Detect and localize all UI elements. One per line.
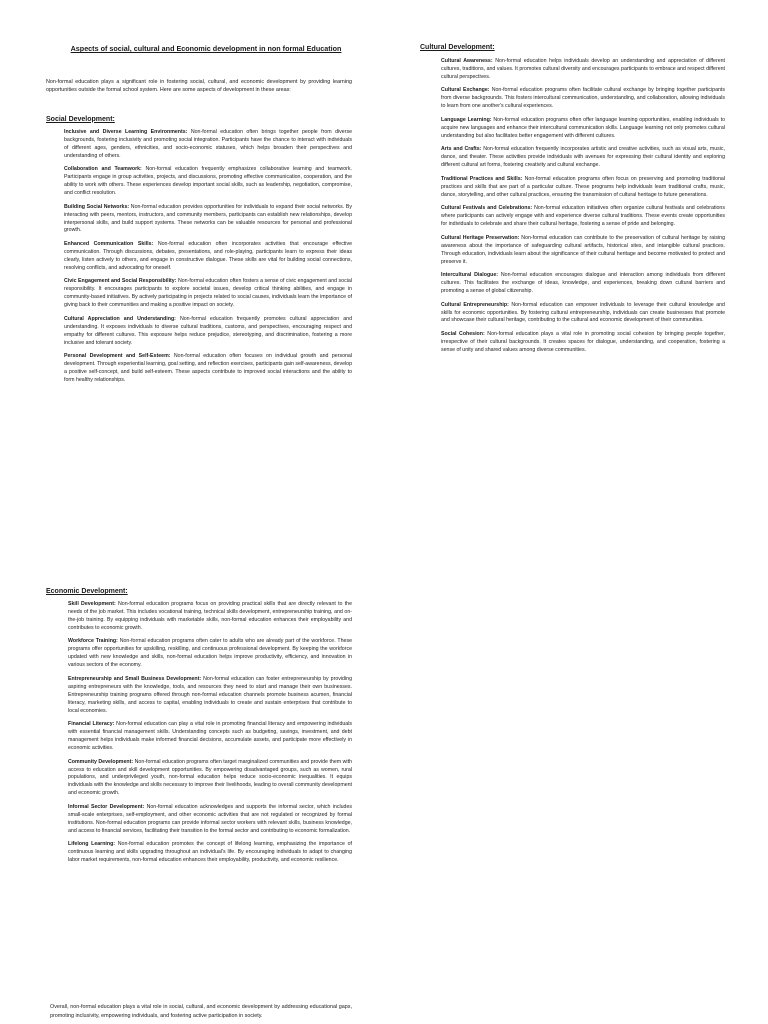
left-column <box>46 44 352 391</box>
economic-development-item-term: Entrepreneurship and Small Business Development: <box>68 675 202 682</box>
cultural-development-item-term: Cultural Exchange: <box>441 87 490 94</box>
social-development-item-text: Non-formal education often brings together people from diverse backgrounds, fostering inclusivity and promoting social integration. Participants have the chance to interact with individuals of different ages, genders, ethnicities, and socio-economic statuses, which helps broaden their perspectives and understanding of others. <box>64 128 352 159</box>
cultural-development-item-term: Traditional Practices and Skills: <box>441 175 523 182</box>
social-development-item <box>64 204 352 236</box>
cultural-development-item <box>441 146 725 170</box>
cultural-development-item-text: Non-formal education helps individuals develop an understanding and appreciation of different cultures, traditions, and values. It promotes cultural diversity and encourages participants to embrace and respect different cultural perspectives. <box>441 58 725 80</box>
economic-development-item-term: Workforce Training: <box>68 638 118 645</box>
economic-development-item-text: Non-formal education programs focus on providing practical skills that are directly relevant to the needs of the job market. This includes vocational training, technical skills development, entrepreneurship training, and on-the-job training. By equipping individuals with marketable skills, non-formal education enhances their employability and contributes to economic growth. <box>68 601 352 631</box>
cultural-development-item-term: Cultural Awareness: <box>441 58 493 64</box>
cultural-development-item-text: Non-formal education can empower individuals to leverage their cultural knowledge and skills for economic opportunities. By fostering cultural entrepreneurship, individuals can create businesses that promote and showcase their cultural heritage, contributing to the cultural and economic development of their communities. <box>441 301 725 324</box>
economic-section <box>46 588 352 871</box>
social-development-item-term: Building Social Networks: <box>64 203 130 210</box>
social-development-item <box>64 166 352 198</box>
cultural-development-item-text: Non-formal education can contribute to the preservation of cultural heritage by raising awareness about the importance of safeguarding cultural artifacts, historical sites, and intangible cultural practices. Through education, individuals learn about the significance of their cultural heritage and become motivated to protect and preserve it. <box>441 234 725 265</box>
economic-development-item <box>68 759 352 799</box>
economic-development-item-text: Non-formal education acknowledges and supports the informal sector, which includes small-scale enterprises, self-employment, and other economic activities that are not regulated or recognized by formal institutions. Non-formal education programs can provide informal sector workers with relevant skills, business knowledge, and access to financial services, facilitating their transition to the formal sector and contributing to economic formalization. <box>68 803 352 834</box>
social-development-item-term: Civic Engagement and Social Responsibility: <box>64 278 177 285</box>
cultural-development-item-text: Non-formal education programs often focus on preserving and promoting traditional practices and skills that are part of a particular culture. These programs help individuals learn traditional crafts, music, dance, storytelling, and other cultural practices, ensuring the transmission of cultural heritage to future generations. <box>441 175 725 198</box>
social-development-list <box>64 129 352 385</box>
social-development-item-term: Inclusive and Diverse Learning Environments: <box>64 128 188 135</box>
cultural-development-item-text: Non-formal education programs often facilitate cultural exchange by bringing together participants from diverse backgrounds. This fosters intercultural communication, understanding, and collaboration, allowing individuals to learn from one another's cultural experiences. <box>441 87 725 110</box>
economic-development-item-text: Non-formal education can play a vital role in promoting financial literacy and empowering individuals with essential financial management skills. Understanding concepts such as budgeting, savings, investment, and debt management helps individuals make informed financial decisions, accumulate assets, and participate more effectively in economic activities. <box>68 721 353 752</box>
economic-development-item-text: Non-formal education programs often target marginalized communities and provide them with access to education and skill development opportunities. By empowering disadvantaged groups, such as women, rural populations, and underprivileged youth, non-formal education helps reduce socio-economic inequalities. It equips individuals with the knowledge and skills necessary to improve their livelihoods, leading to overall community development and economic growth. <box>68 758 352 797</box>
social-development-heading: Social Development: <box>46 115 115 123</box>
cultural-development-item-term: Cultural Festivals and Celebrations: <box>441 205 533 212</box>
cultural-development-list <box>441 58 725 355</box>
economic-development-item-term: Informal Sector Development: <box>68 803 145 810</box>
economic-development-item-term: Community Development: <box>68 758 134 765</box>
cultural-development-item-text: Non-formal education encourages dialogue and interaction among individuals from different cultures. This facilitates the exchange of ideas, knowledge, and experiences, breaking down cultural barriers and promoting a sense of global citizenship. <box>441 272 726 295</box>
cultural-development-item <box>441 235 725 267</box>
cultural-development-item <box>441 117 725 141</box>
economic-development-heading: Economic Development: <box>46 588 128 595</box>
social-development-item <box>64 353 352 385</box>
social-development-item-term: Enhanced Communication Skills: <box>64 241 154 248</box>
social-development-item-term: Personal Development and Self-Esteem: <box>64 353 171 360</box>
economic-development-item <box>68 841 352 865</box>
economic-development-item <box>68 638 352 670</box>
right-column <box>420 44 725 360</box>
closing-paragraph: Overall, non-formal education plays a vital role in social, cultural, and economic development by addressing educational gaps, promoting inclusivity, empowering individuals, and fostering active participation in society. <box>50 1004 352 1019</box>
economic-development-item-text: Non-formal education promotes the concept of lifelong learning, emphasizing the importance of continuous learning and skills upgrading throughout an individual's life. By encouraging individuals to adapt to changing labor market requirements, non-formal education enhances their employability, productivity, and economic resilience. <box>68 841 352 864</box>
cultural-development-heading: Cultural Development: <box>420 44 495 51</box>
document-title: Aspects of social, cultural and Economic development in non formal Education <box>70 44 342 53</box>
social-development-item <box>64 316 352 348</box>
cultural-development-item-term: Intercultural Dialogue: <box>441 272 499 279</box>
economic-development-item-text: Non-formal education can foster entrepreneurship by providing aspiring entrepreneurs with the knowledge, tools, and resources they need to start and manage their own businesses. Entrepreneurship training programs offered through non-formal education channels promote business acumen, financial literacy, marketing skills, and access to capital, enabling individuals to create and sustain enterprises that contribute to local economies. <box>68 675 352 714</box>
cultural-development-item-text: Non-formal education initiatives often organize cultural festivals and celebrations where participants can actively engage with and experience diverse cultural traditions. These events create opportunities for individuals to celebrate and share their cultural heritage, fostering a sense of pride and belonging. <box>441 205 725 228</box>
cultural-development-item-term: Language Learning: <box>441 116 492 123</box>
economic-development-item-term: Financial Literacy: <box>68 721 115 728</box>
social-development-item <box>64 278 352 310</box>
cultural-development-item-text: Non-formal education plays a vital role in promoting social cohesion by bringing people together, irrespective of their cultural backgrounds. It creates spaces for dialogue, understanding, and cooperation, fostering a sense of unity and shared values among diverse communities. <box>441 331 725 353</box>
cultural-development-item <box>441 272 725 296</box>
cultural-development-item-text: Non-formal education programs often offer language learning opportunities, enabling individuals to acquire new languages and enhance their intercultural communication skills. Language learning not only promotes cultural understanding but also facilitates better engagement with different cultures. <box>441 116 725 139</box>
cultural-development-item <box>441 58 725 82</box>
social-development-item-text: Non-formal education often incorporates activities that encourage effective communication. Through discussions, debates, presentations, and role-playing, participants learn to express their ideas clearly, listen actively to others, and engage in constructive dialogue. These skills are vital for building social connections, resolving conflicts, and advocating for oneself. <box>64 241 352 271</box>
cultural-development-item <box>441 176 725 200</box>
cultural-development-item-term: Social Cohesion: <box>441 331 485 338</box>
social-development-item-text: Non-formal education frequently promotes cultural appreciation and understanding. It exposes individuals to diverse cultural traditions, customs, and perspectives, encouraging respect and empathy for different cultures. This exposure helps reduce prejudice, stereotyping, and discrimination, fostering a more inclusive and tolerant society. <box>64 315 352 346</box>
economic-development-list <box>68 601 352 865</box>
economic-development-item-text: Non-formal education programs often cater to adults who are already part of the workforce. These programs offer opportunities for upskilling, reskilling, and continuous professional development. By keeping the workforce updated with new knowledge and skills, non-formal education helps improve productivity, efficiency, and innovation in various sectors of the economy. <box>68 638 352 669</box>
cultural-development-item-term: Cultural Entrepreneurship: <box>441 301 509 308</box>
cultural-development-item-term: Cultural Heritage Preservation: <box>441 234 520 241</box>
cultural-development-item-text: Non-formal education frequently incorporates artistic and creative activities, such as visual arts, music, dance, and theater. These activities provide individuals with avenues for expressing their cultural identity and exploring different cultural art forms, fostering creativity and cultural exchange. <box>441 146 725 169</box>
social-development-item <box>64 241 352 273</box>
cultural-development-item <box>441 205 725 229</box>
intro-paragraph: Non-formal education plays a significant role in fostering social, cultural, and economic development by providing learning opportunities outside the formal school system. Here are some aspects of development in these areas: <box>46 79 352 94</box>
cultural-development-item <box>441 302 725 326</box>
economic-development-item-term: Skill Development: <box>68 601 116 607</box>
cultural-development-item <box>441 331 725 355</box>
social-development-item-term: Collaboration and Teamwork: <box>64 166 142 173</box>
economic-development-item <box>68 721 352 753</box>
economic-development-item-term: Lifelong Learning: <box>68 841 116 848</box>
social-development-item <box>64 129 352 161</box>
economic-development-item <box>68 676 352 716</box>
social-development-item-term: Cultural Appreciation and Understanding: <box>64 315 176 322</box>
economic-development-item <box>68 601 352 633</box>
economic-development-item <box>68 804 352 836</box>
social-development-item-text: Non-formal education frequently emphasizes collaborative learning and teamwork. Participants engage in group activities, projects, and discussions, promoting effective communication, cooperation, and the ability to work with others. These experiences develop important social skills, such as leadership, negotiation, compromise, and conflict resolution. <box>64 166 352 197</box>
cultural-development-item <box>441 87 725 111</box>
cultural-development-item-term: Arts and Crafts: <box>441 146 482 153</box>
social-development-item-text: Non-formal education often fosters a sense of civic engagement and social responsibility. It encourages participants to explore societal issues, develop critical thinking abilities, and engage in community-based initiatives. By actively participating in projects related to social causes, individuals learn the importance of giving back to their communities and making a positive impact on society. <box>64 278 352 309</box>
social-development-item-text: Non-formal education provides opportunities for individuals to expand their social networks. By interacting with peers, mentors, instructors, and community members, participants can establish new relationships, develop interpersonal skills, and build support systems. These networks can be valuable resources for personal and professional growth. <box>64 203 352 234</box>
social-development-item-text: Non-formal education often focuses on individual growth and personal development. Through experiential learning, goal setting, and reflection exercises, participants gain self-awareness, develop a positive self-concept, and build self-esteem. These aspects contribute to improved social interactions and the ability to form healthy relationships. <box>64 353 352 384</box>
